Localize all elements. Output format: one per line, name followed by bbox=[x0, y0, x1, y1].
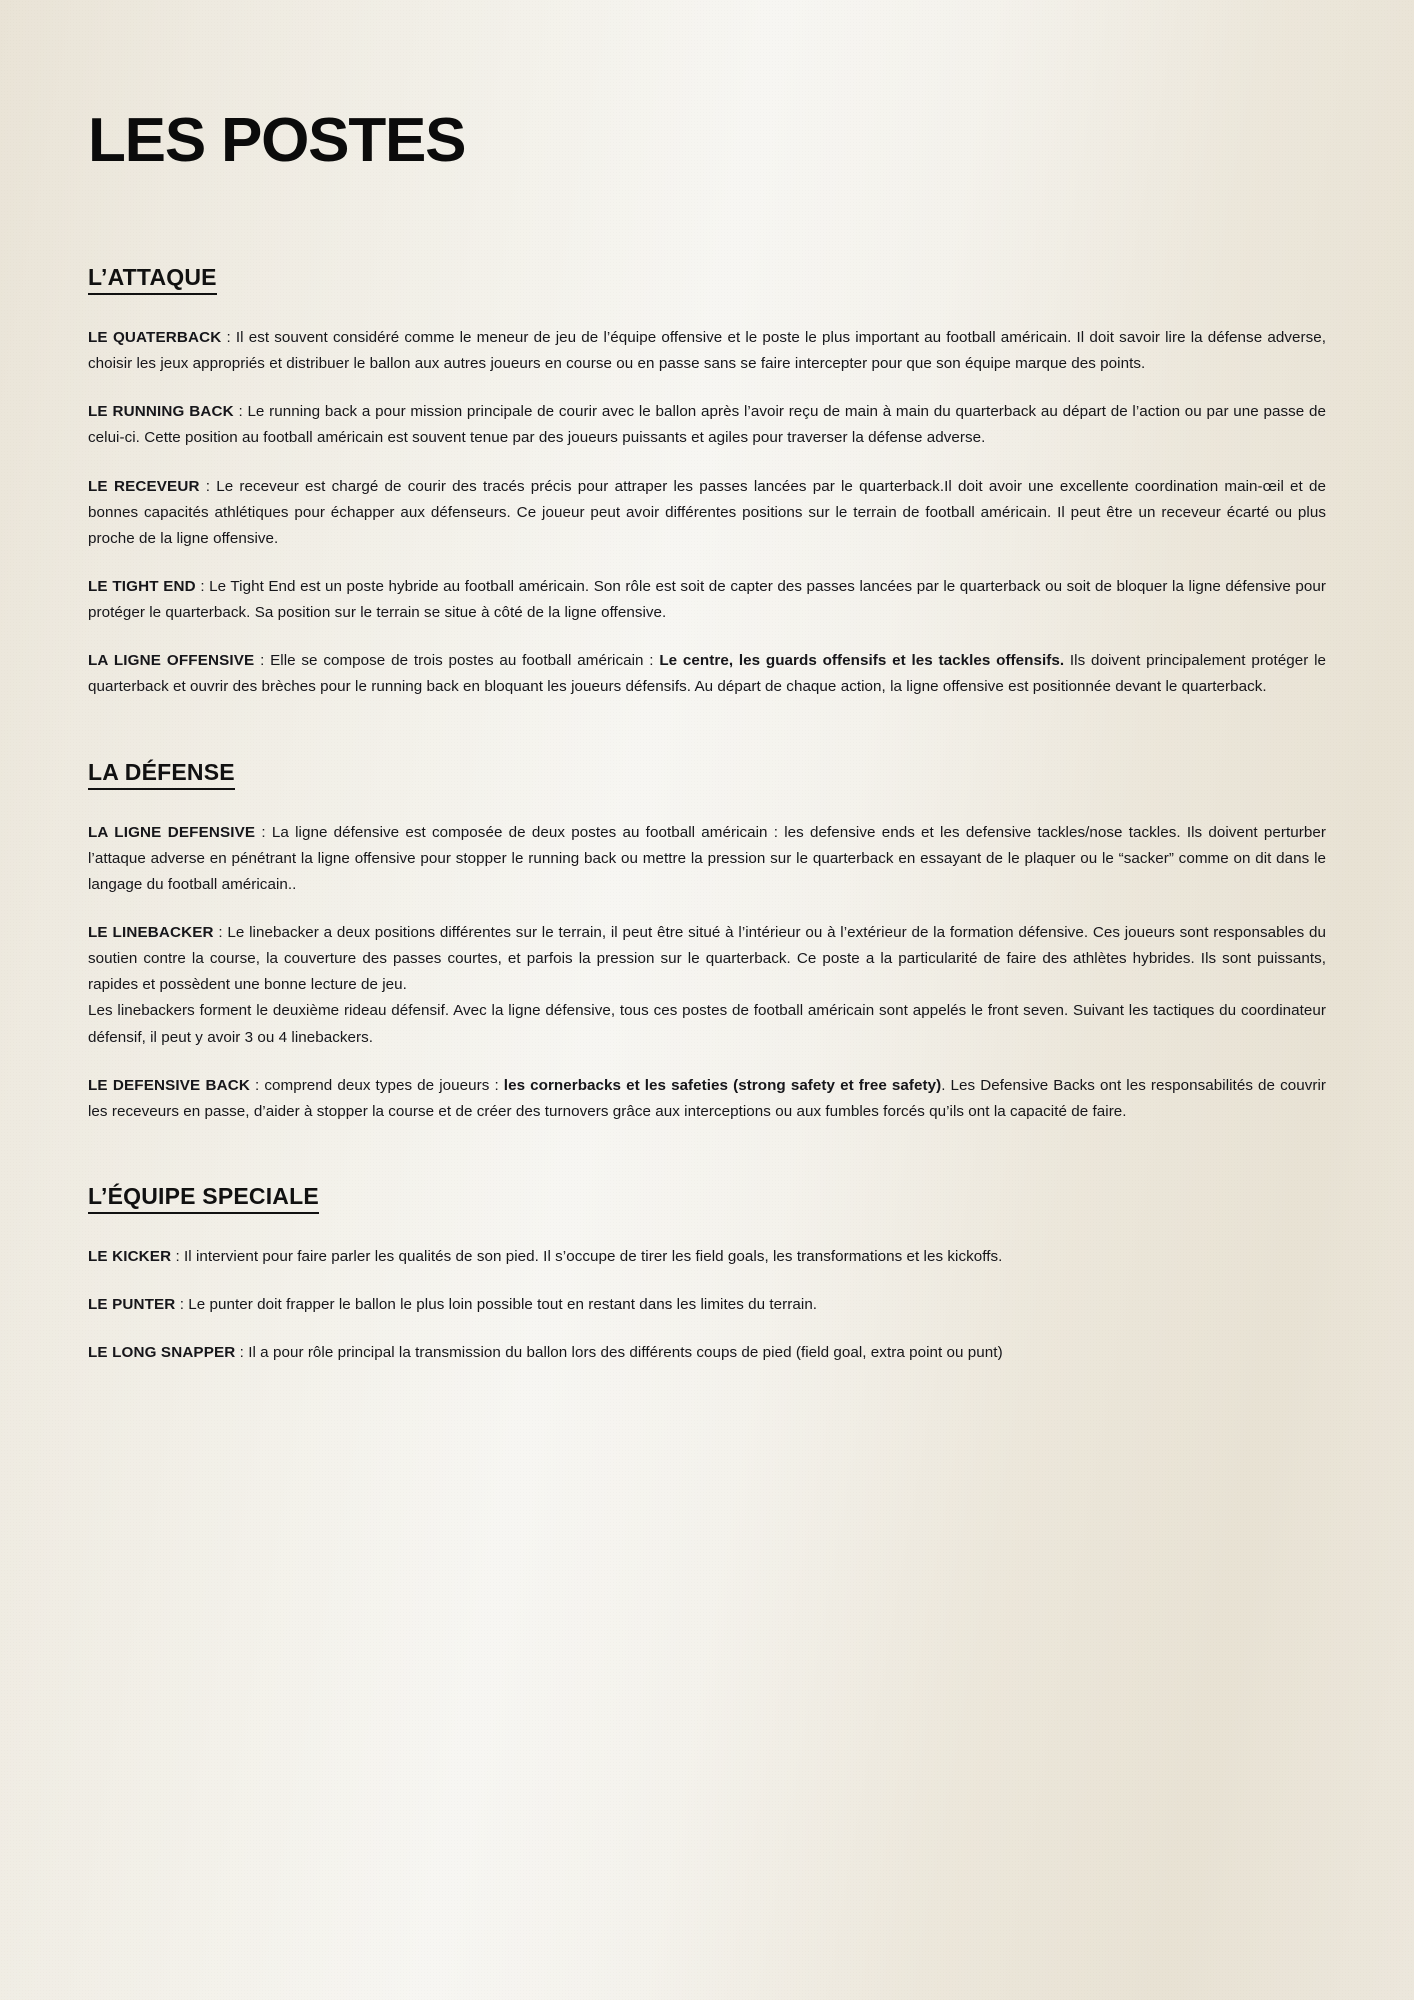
entry-separator: : bbox=[199, 477, 217, 495]
entry-separator: : bbox=[254, 652, 271, 670]
entry-body: Le punter doit frapper le ballon le plus loin possible tout en restant dans les limites du terrain. bbox=[188, 1296, 818, 1314]
entry-term: LE KICKER bbox=[88, 1247, 172, 1265]
entry-body: Il intervient pour faire parler les qualités de son pied. Il s’occupe de tirer les field goals, les transformations et les kickoffs. bbox=[184, 1247, 1003, 1265]
entry-list-attaque bbox=[88, 325, 1326, 701]
entry-separator: : bbox=[233, 403, 248, 421]
page-title: LES POSTES bbox=[88, 106, 466, 175]
entry-body-bold: Le centre, les guards offensifs et les tackles offensifs. bbox=[659, 652, 1065, 670]
entry-punter bbox=[88, 1292, 1326, 1318]
entry-list-defense bbox=[88, 820, 1326, 1125]
entry-tight-end bbox=[88, 574, 1326, 626]
entry-receveur bbox=[88, 474, 1326, 552]
entry-term: LA LIGNE OFFENSIVE bbox=[88, 652, 255, 670]
entry-defensive-back bbox=[88, 1073, 1326, 1125]
entry-body-after: . Les Defensive Backs ont les responsabilités de couvrir les receveurs en passe, d’aider à stopper la course et de créer des turnovers grâce aux interceptions ou aux fumbles forcés qu’ils ont la capacité de faire. bbox=[88, 1076, 1327, 1120]
entry-body: Le Tight End est un poste hybride au football américain. Son rôle est soit de capter des passes lancées par le quarterback ou soit de bloquer la ligne défensive pour protéger le quarterback. Sa position sur le terrain se situe à côté de la ligne offensive. bbox=[88, 577, 1326, 622]
entry-term: LE QUATERBACK bbox=[88, 329, 222, 346]
entry-separator: : bbox=[249, 1076, 265, 1094]
entry-separator: : bbox=[175, 1296, 189, 1314]
entry-quaterback bbox=[88, 325, 1326, 377]
entry-term: LE TIGHT END bbox=[88, 577, 196, 595]
entry-separator: : bbox=[195, 577, 210, 595]
entry-term: LA LIGNE DEFENSIVE bbox=[88, 823, 256, 841]
entry-body-before: Elle se compose de trois postes au football américain : bbox=[270, 652, 660, 670]
entry-term: LE LONG SNAPPER bbox=[88, 1344, 236, 1362]
section-attaque bbox=[88, 264, 1326, 701]
entry-body-after: Ils doivent principalement protéger le quarterback et ouvrir des brèches pour le running back en bloquant les joueurs défensifs. Au départ de chaque action, la ligne offensive est positionnée devant le quarterback. bbox=[88, 652, 1326, 696]
entry-body-before: comprend deux types de joueurs : bbox=[264, 1076, 504, 1094]
entry-body: Il a pour rôle principal la transmission du ballon lors des différents coups de pied (field goal, extra point ou punt) bbox=[248, 1344, 1003, 1362]
entry-term: LE RECEVEUR bbox=[88, 477, 200, 495]
entry-body-line2: Les linebackers forment le deuxième rideau défensif. Avec la ligne défensive, tous ces postes de football américain sont appelés le front seven. Suivant les tactiques du coordinateur défensif, il peut y avoir 3 ou 4 linebackers. bbox=[88, 1002, 1326, 1046]
entry-separator: : bbox=[255, 823, 272, 841]
entry-separator: : bbox=[221, 329, 236, 346]
section-equipe-speciale bbox=[88, 1183, 1326, 1366]
entry-body: Le running back a pour mission principale de courir avec le ballon après l’avoir reçu de main à main du quarterback au départ de l’action ou par une passe de celui-ci. Cette position au football américain est souvent tenue par des joueurs puissants et agiles pour traverser la défense adverse. bbox=[88, 403, 1326, 447]
entry-long-snapper bbox=[88, 1340, 1326, 1366]
section-heading-attaque: L’ATTAQUE bbox=[88, 264, 217, 295]
entry-ligne-defensive bbox=[88, 820, 1326, 898]
section-heading-defense: LA DÉFENSE bbox=[88, 759, 235, 790]
entry-separator: : bbox=[171, 1247, 185, 1265]
entry-term: LE RUNNING BACK bbox=[88, 403, 234, 421]
entry-running-back bbox=[88, 399, 1326, 451]
entry-term: LE PUNTER bbox=[88, 1296, 176, 1314]
entry-body: Il est souvent considéré comme le meneur de jeu de l’équipe offensive et le poste le plus important au football américain. Il doit savoir lire la défense adverse, choisir les jeux appropriés et distribuer le ballon aux autres joueurs en course ou en passe sans se faire intercepter pour que son équipe marque des points. bbox=[88, 329, 1326, 373]
entry-term: LE LINEBACKER bbox=[88, 923, 214, 941]
entry-body: Le linebacker a deux positions différentes sur le terrain, il peut être situé à l’intérieur ou à l’extérieur de la formation défensive. Ces joueurs sont responsables du soutien contre la course, la couverture des passes courtes, et parfois la pression sur le quarterback. Ce poste a la particularité de faire des athlètes hybrides. Ils sont puissants, rapides et possèdent une bonne lecture de jeu. bbox=[88, 923, 1326, 994]
entry-kicker bbox=[88, 1244, 1326, 1270]
entry-separator: : bbox=[213, 923, 228, 941]
entry-list-equipe-speciale bbox=[88, 1244, 1326, 1366]
entry-separator: : bbox=[235, 1344, 249, 1362]
entry-body: Le receveur est chargé de courir des tracés précis pour attraper les passes lancées par le quarterback.Il doit avoir une excellente coordination main-œil et de bonnes capacités athlétiques pour échapper aux défenseurs. Ce joueur peut avoir différentes positions sur le terrain de football américain. Il peut être un receveur écarté ou plus proche de la ligne offensive. bbox=[88, 477, 1326, 547]
entry-body-bold: les cornerbacks et les safeties (strong safety et free safety) bbox=[503, 1076, 942, 1094]
section-defense bbox=[88, 759, 1326, 1125]
entry-body: La ligne défensive est composée de deux postes au football américain : les defensive ends et les defensive tackles/nose tackles. Ils doivent perturber l’attaque adverse en pénétrant la ligne offensive pour stopper le running back ou mettre la pression sur le quarterback en essayant de le plaquer ou le “sacker” comme on dit dans le langage du football américain.. bbox=[88, 823, 1326, 893]
entry-term: LE DEFENSIVE BACK bbox=[88, 1076, 250, 1094]
section-heading-equipe-speciale: L’ÉQUIPE SPECIALE bbox=[88, 1183, 319, 1214]
entry-linebacker bbox=[88, 920, 1326, 1051]
entry-ligne-offensive bbox=[88, 648, 1326, 700]
